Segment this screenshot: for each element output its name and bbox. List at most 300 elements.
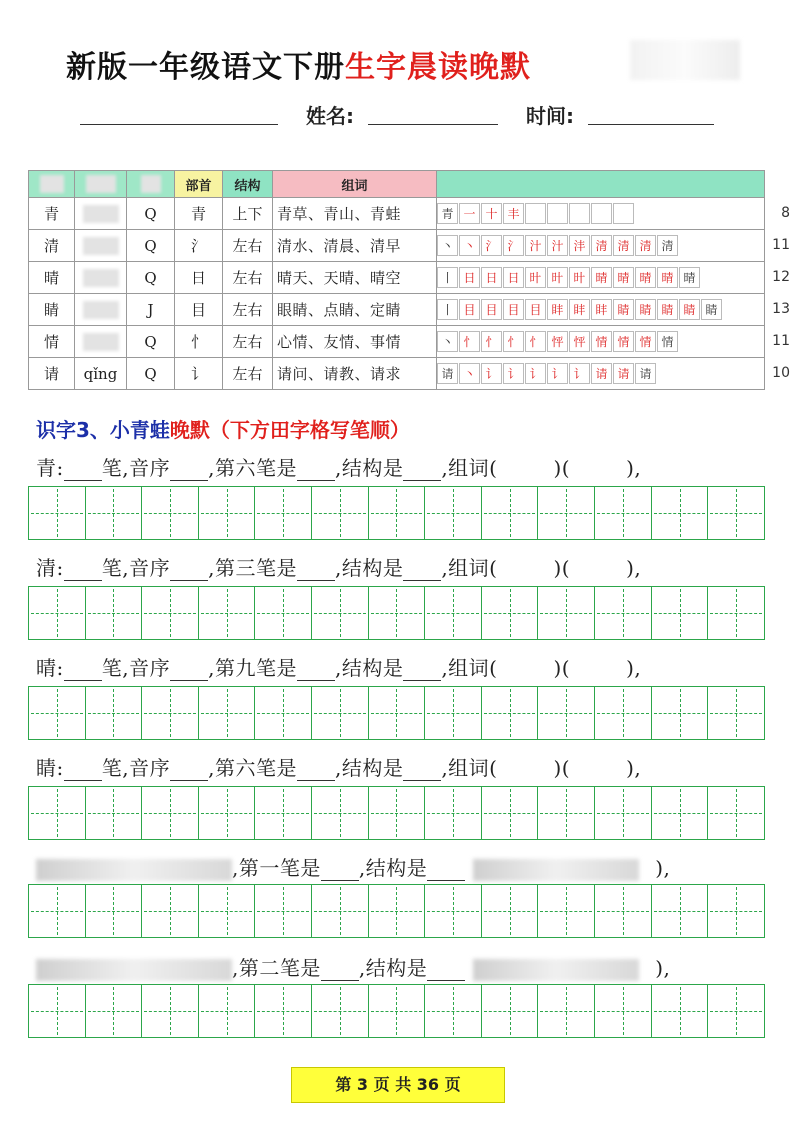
table-row [29,230,765,262]
stroke-box: 日 [503,267,524,288]
row-radical: 目 [175,294,223,326]
label-words: ,组词( [441,656,498,680]
time-blank[interactable] [588,100,714,125]
tianzige-cell[interactable] [86,985,143,1037]
tianzige-cell[interactable] [482,587,539,639]
tianzige-cell[interactable] [482,885,539,937]
tianzige-cell[interactable] [199,487,256,539]
order-blank[interactable] [170,460,208,481]
label-nth-stroke: ,第三笔是 [208,556,297,580]
stroke-box: 睛 [679,299,700,320]
stroke-order-grid [437,326,764,357]
table-row [29,358,765,390]
stroke-box: 情 [657,331,678,352]
stroke-box: 晴 [613,267,634,288]
stroke-box [525,203,546,224]
page-footer: 第 3 页 共 36 页 [291,1067,505,1103]
table-row [29,262,765,294]
stroke-box: 请 [635,363,656,384]
question-line [36,852,776,881]
row-words: 清水、清晨、清早 [273,230,437,262]
tianzige-cell[interactable] [29,787,86,839]
tianzige-cell[interactable] [538,787,595,839]
stroke-count: 11 [772,237,790,253]
structure-blank[interactable] [427,860,465,881]
stroke-count: 11 [772,333,790,349]
row-structure: 上下 [223,198,273,230]
tianzige-cell[interactable] [142,487,199,539]
table-row [29,294,765,326]
row-words: 心情、友情、事情 [273,326,437,358]
paren-end: ), [626,756,642,780]
tianzige-cell[interactable] [652,587,709,639]
stroke-box: 目 [525,299,546,320]
stroke-count-blank[interactable] [64,560,102,581]
stroke-box: 盽 [569,299,590,320]
label-nth-stroke: ,第二笔是 [232,956,321,980]
row-strokes [437,294,790,326]
tianzige-cell[interactable] [595,687,652,739]
stroke-box: 旪 [547,267,568,288]
row-order: Q [127,230,175,262]
label-structure: ,结构是 [358,856,428,880]
tianzige-cell[interactable] [425,487,482,539]
tianzige-grid [28,486,765,540]
tianzige-cell[interactable] [652,687,709,739]
stroke-box: 盽 [547,299,568,320]
tianzige-cell[interactable] [708,587,764,639]
row-order: Q [127,326,175,358]
tianzige-cell[interactable] [595,985,652,1037]
section-title-blue: 识字3、小青蛙 [36,418,170,442]
stroke-box [613,203,634,224]
stroke-count: 13 [772,301,790,317]
stroke-box: 忄 [503,331,524,352]
question-colon: : [56,756,64,780]
blurred-text [473,859,639,881]
order-blank[interactable] [170,660,208,681]
stroke-count: 12 [772,269,790,285]
tianzige-cell[interactable] [595,787,652,839]
tianzige-cell[interactable] [595,885,652,937]
label-strokes: 笔,音序 [101,456,171,480]
row-order: J [127,294,175,326]
blurred-text [473,959,639,981]
label-nth-stroke: ,第九笔是 [208,656,297,680]
stroke-box: 睛 [613,299,634,320]
row-words: 眼睛、点睛、定睛 [273,294,437,326]
structure-blank[interactable] [403,460,441,481]
title-black: 新版一年级语文下册 [66,50,345,85]
stroke-box: 日 [459,267,480,288]
class-blank[interactable] [80,100,278,125]
stroke-box: 丶 [437,331,458,352]
paren-mid: )( [553,756,571,780]
stroke-box: 丰 [503,203,524,224]
label-strokes: 笔,音序 [101,656,171,680]
tianzige-cell[interactable] [29,587,86,639]
stroke-order-grid [437,358,764,389]
tianzige-cell[interactable] [369,885,426,937]
stroke-box: 睛 [701,299,722,320]
row-radical: 氵 [175,230,223,262]
tianzige-cell[interactable] [369,487,426,539]
tianzige-cell[interactable] [255,985,312,1037]
tianzige-cell[interactable] [86,487,143,539]
paren-end: ), [626,456,642,480]
blurred-text [36,859,232,881]
question-line [36,652,776,681]
paren-mid: )( [553,656,571,680]
row-order: Q [127,358,175,390]
tianzige-cell[interactable] [86,587,143,639]
stroke-box: 怦 [569,331,590,352]
stroke-box: 请 [591,363,612,384]
question-line [36,452,776,481]
stroke-count-blank[interactable] [64,460,102,481]
stroke-order-grid [437,294,764,325]
label-strokes: 笔,音序 [101,756,171,780]
header-pinyin [75,171,127,198]
stroke-order-grid [437,198,764,229]
stroke-box: 汁 [525,235,546,256]
tianzige-cell[interactable] [312,687,369,739]
stroke-box: 睛 [635,299,656,320]
tianzige-cell[interactable] [425,587,482,639]
tianzige-cell[interactable] [652,885,709,937]
paren-end: ), [655,956,671,980]
label-nth-stroke: ,第六笔是 [208,456,297,480]
row-pinyin [75,198,127,230]
stroke-order-grid [437,262,764,293]
row-words: 请问、请教、请求 [273,358,437,390]
question-char: 晴 [36,656,57,680]
header-strokes [437,171,765,198]
section-title [36,414,410,443]
row-pinyin [75,230,127,262]
tianzige-cell[interactable] [312,985,369,1037]
label-words: ,组词( [441,456,498,480]
stroke-box: 目 [503,299,524,320]
tianzige-cell[interactable] [538,885,595,937]
page-title [66,42,531,86]
label-structure: ,结构是 [358,956,428,980]
row-order: Q [127,262,175,294]
stroke-box: 日 [481,267,502,288]
question-colon: : [56,456,64,480]
paren-end: ), [626,656,642,680]
name-blank[interactable] [368,100,498,125]
header-words: 组词 [273,171,437,198]
row-strokes [437,326,790,358]
paren-mid: )( [553,556,571,580]
stroke-box: 忄 [481,331,502,352]
header-char [29,171,75,198]
tianzige-cell[interactable] [482,687,539,739]
row-char: 晴 [29,262,75,294]
structure-blank[interactable] [403,560,441,581]
stroke-box: 请 [613,363,634,384]
tianzige-grid [28,984,765,1038]
tianzige-cell[interactable] [142,787,199,839]
label-structure: ,结构是 [334,556,404,580]
row-structure: 左右 [223,230,273,262]
tianzige-cell[interactable] [199,985,256,1037]
question-line [36,752,776,781]
tianzige-grid [28,884,765,938]
stroke-box: 讠 [481,363,502,384]
stroke-box: 盽 [591,299,612,320]
tianzige-cell[interactable] [142,587,199,639]
question-char: 清 [36,556,57,580]
row-char: 请 [29,358,75,390]
tianzige-cell[interactable] [86,787,143,839]
stroke-box: 丶 [459,235,480,256]
label-nth-stroke: ,第一笔是 [232,856,321,880]
stroke-box: 请 [437,363,458,384]
row-char: 睛 [29,294,75,326]
tianzige-grid [28,786,765,840]
table-header-row [29,171,765,198]
tianzige-cell[interactable] [708,885,764,937]
stroke-box: 讠 [569,363,590,384]
label-words: ,组词( [441,756,498,780]
stroke-count-blank[interactable] [64,660,102,681]
stroke-box [569,203,590,224]
tianzige-cell[interactable] [369,787,426,839]
row-pinyin: qǐng [75,358,127,390]
tianzige-cell[interactable] [652,985,709,1037]
structure-blank[interactable] [403,660,441,681]
label-structure: ,结构是 [334,456,404,480]
tianzige-cell[interactable] [199,787,256,839]
tianzige-cell[interactable] [142,985,199,1037]
tianzige-cell[interactable] [369,587,426,639]
row-strokes [437,198,790,230]
table-row [29,326,765,358]
row-structure: 左右 [223,294,273,326]
title-red: 生字晨读晚默 [345,50,531,85]
tianzige-cell[interactable] [482,985,539,1037]
row-strokes [437,358,790,390]
tianzige-cell[interactable] [199,687,256,739]
row-radical: 忄 [175,326,223,358]
blurred-text [36,959,232,981]
stroke-count: 8 [781,205,790,221]
question-char: 睛 [36,756,57,780]
stroke-box: 讠 [503,363,524,384]
structure-blank[interactable] [427,960,465,981]
tianzige-cell[interactable] [29,985,86,1037]
stroke-box: 旪 [569,267,590,288]
blurred-watermark [630,40,740,80]
tianzige-cell[interactable] [538,985,595,1037]
tianzige-cell[interactable] [312,885,369,937]
tianzige-cell[interactable] [652,487,709,539]
stroke-order-grid [437,230,764,261]
label-words: ,组词( [441,556,498,580]
row-radical: 日 [175,262,223,294]
stroke-count: 10 [772,365,790,381]
stroke-box: 丨 [437,299,458,320]
nth-stroke-blank[interactable] [297,760,335,781]
stroke-box: 氵 [481,235,502,256]
tianzige-cell[interactable] [255,587,312,639]
nth-stroke-blank[interactable] [321,860,359,881]
tianzige-cell[interactable] [86,885,143,937]
nth-stroke-blank[interactable] [321,960,359,981]
row-words: 晴天、天晴、晴空 [273,262,437,294]
stroke-box: 情 [591,331,612,352]
paren-mid: )( [553,456,571,480]
tianzige-cell[interactable] [425,885,482,937]
tianzige-cell[interactable] [312,587,369,639]
question-line [36,552,776,581]
stroke-box: 忄 [459,331,480,352]
stroke-box: 清 [613,235,634,256]
tianzige-cell[interactable] [29,885,86,937]
stroke-box: 清 [591,235,612,256]
tianzige-cell[interactable] [86,687,143,739]
tianzige-cell[interactable] [29,687,86,739]
tianzige-grid [28,686,765,740]
stroke-box: 十 [481,203,502,224]
stroke-box: 氵 [503,235,524,256]
stroke-box: 丶 [459,363,480,384]
stroke-box: 睛 [657,299,678,320]
stroke-count-blank[interactable] [64,760,102,781]
stroke-box: 情 [613,331,634,352]
info-row [80,100,720,130]
tianzige-cell[interactable] [652,787,709,839]
stroke-box: 清 [657,235,678,256]
stroke-box: 青 [437,203,458,224]
tianzige-cell[interactable] [199,587,256,639]
label-structure: ,结构是 [334,756,404,780]
tianzige-cell[interactable] [708,787,764,839]
stroke-box: 清 [635,235,656,256]
tianzige-cell[interactable] [708,487,764,539]
tianzige-cell[interactable] [595,587,652,639]
stroke-box: 情 [635,331,656,352]
label-nth-stroke: ,第六笔是 [208,756,297,780]
tianzige-grid [28,586,765,640]
time-label: 时间: [526,104,574,128]
label-strokes: 笔,音序 [101,556,171,580]
stroke-box: 丶 [437,235,458,256]
nth-stroke-blank[interactable] [297,560,335,581]
stroke-box: 一 [459,203,480,224]
row-pinyin [75,262,127,294]
tianzige-cell[interactable] [482,787,539,839]
tianzige-cell[interactable] [142,687,199,739]
tianzige-cell[interactable] [538,587,595,639]
paren-end: ), [626,556,642,580]
row-order: Q [127,198,175,230]
tianzige-cell[interactable] [708,687,764,739]
header-structure: 结构 [223,171,273,198]
question-char: 青 [36,456,57,480]
tianzige-cell[interactable] [369,985,426,1037]
stroke-box: 晴 [679,267,700,288]
row-pinyin [75,294,127,326]
tianzige-cell[interactable] [538,687,595,739]
header-order [127,171,175,198]
header-radical: 部首 [175,171,223,198]
tianzige-cell[interactable] [708,985,764,1037]
order-blank[interactable] [170,560,208,581]
nth-stroke-blank[interactable] [297,460,335,481]
structure-blank[interactable] [403,760,441,781]
nth-stroke-blank[interactable] [297,660,335,681]
paren-end: ), [655,856,671,880]
tianzige-cell[interactable] [255,787,312,839]
tianzige-cell[interactable] [142,885,199,937]
stroke-box: 旪 [525,267,546,288]
section-title-red: 晚默（下方田字格写笔顺） [169,418,410,442]
row-structure: 左右 [223,326,273,358]
row-structure: 左右 [223,262,273,294]
stroke-box: 讠 [547,363,568,384]
tianzige-cell[interactable] [29,487,86,539]
tianzige-cell[interactable] [312,487,369,539]
tianzige-cell[interactable] [538,487,595,539]
row-char: 清 [29,230,75,262]
stroke-box: 怦 [547,331,568,352]
stroke-box [547,203,568,224]
tianzige-cell[interactable] [595,487,652,539]
row-strokes [437,230,790,262]
character-table [28,170,790,390]
tianzige-cell[interactable] [425,985,482,1037]
stroke-box: 忄 [525,331,546,352]
stroke-box [591,203,612,224]
stroke-box: 目 [481,299,502,320]
tianzige-cell[interactable] [255,687,312,739]
tianzige-cell[interactable] [425,787,482,839]
tianzige-cell[interactable] [255,885,312,937]
tianzige-cell[interactable] [482,487,539,539]
row-strokes [437,262,790,294]
row-radical: 讠 [175,358,223,390]
stroke-box: 丨 [437,267,458,288]
row-pinyin [75,326,127,358]
row-structure: 左右 [223,358,273,390]
order-blank[interactable] [170,760,208,781]
stroke-box: 沣 [569,235,590,256]
question-colon: : [56,656,64,680]
tianzige-cell[interactable] [425,687,482,739]
stroke-box: 讠 [525,363,546,384]
label-structure: ,结构是 [334,656,404,680]
tianzige-cell[interactable] [199,885,256,937]
stroke-box: 汁 [547,235,568,256]
name-label: 姓名: [306,104,354,128]
stroke-box: 晴 [657,267,678,288]
table-row [29,198,765,230]
stroke-box: 晴 [635,267,656,288]
tianzige-cell[interactable] [255,487,312,539]
stroke-box: 晴 [591,267,612,288]
tianzige-cell[interactable] [369,687,426,739]
question-line [36,952,776,981]
row-char: 情 [29,326,75,358]
tianzige-cell[interactable] [312,787,369,839]
row-words: 青草、青山、青蛙 [273,198,437,230]
row-char: 青 [29,198,75,230]
stroke-box: 目 [459,299,480,320]
question-colon: : [56,556,64,580]
